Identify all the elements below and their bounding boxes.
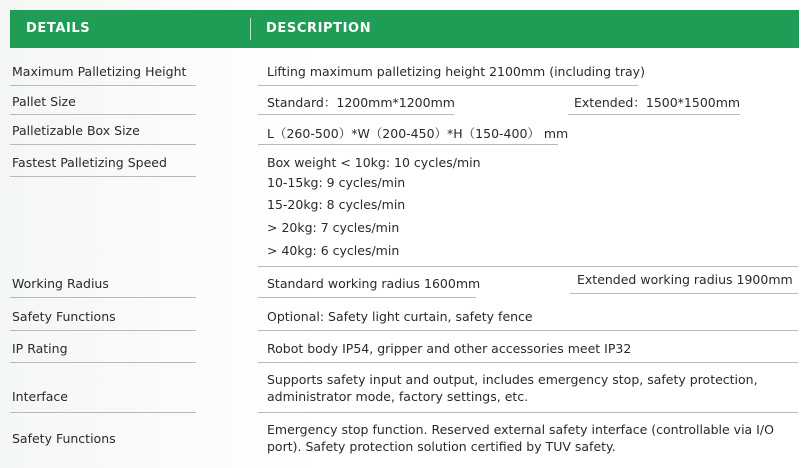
label-safety-functions: Safety Functions xyxy=(12,309,116,324)
label-working-radius: Working Radius xyxy=(12,276,109,291)
value-safety-functions-2: Emergency stop function. Reserved external safety interface (controllable via I/O port). Safety protection solution certified by TUV safety. xyxy=(267,422,774,454)
label-box-size: Palletizable Box Size xyxy=(12,123,140,138)
table-header xyxy=(10,10,799,48)
header-divider xyxy=(250,18,251,40)
label-ip-rating: IP Rating xyxy=(12,341,68,356)
divider xyxy=(10,412,196,413)
divider xyxy=(258,144,558,145)
divider xyxy=(10,297,196,298)
divider xyxy=(258,330,798,331)
value-ip-rating: Robot body IP54, gripper and other accessories meet IP32 xyxy=(267,341,632,356)
divider xyxy=(568,114,740,115)
label-interface: Interface xyxy=(12,389,68,404)
value-box-size: L（260-500）*W（200-450）*H（150-400） mm xyxy=(267,126,569,141)
description-column-header: DESCRIPTION xyxy=(266,21,372,36)
divider xyxy=(258,362,798,363)
value-speed-line: Box weight < 10kg: 10 cycles/min xyxy=(267,155,481,170)
divider xyxy=(570,293,798,294)
divider xyxy=(10,85,196,86)
divider xyxy=(10,144,196,145)
value-safety-functions: Optional: Safety light curtain, safety fence xyxy=(267,309,533,324)
divider xyxy=(10,114,196,115)
divider xyxy=(10,362,196,363)
label-max-height: Maximum Palletizing Height xyxy=(12,64,187,79)
value-radius-standard: Standard working radius 1600mm xyxy=(267,276,481,291)
value-speed-line: 10-15kg: 9 cycles/min xyxy=(267,175,406,190)
value-radius-extended: Extended working radius 1900mm xyxy=(577,272,793,287)
value-speed-line: > 20kg: 7 cycles/min xyxy=(267,220,400,235)
details-column-header: DETAILS xyxy=(26,21,91,36)
value-pallet-extended: Extended：1500*1500mm xyxy=(574,95,741,110)
value-speed-line: > 40kg: 6 cycles/min xyxy=(267,243,400,258)
divider xyxy=(10,176,196,177)
label-safety-functions-2: Safety Functions xyxy=(12,431,116,446)
divider xyxy=(258,85,638,86)
divider xyxy=(258,114,454,115)
divider xyxy=(258,412,798,413)
value-speed-line: 15-20kg: 8 cycles/min xyxy=(267,197,406,212)
divider xyxy=(258,266,798,267)
value-max-height: Lifting maximum palletizing height 2100mm (including tray) xyxy=(267,64,645,79)
value-interface: Supports safety input and output, includes emergency stop, safety protection, administrator mode, factory settings, etc. xyxy=(267,372,758,404)
value-pallet-standard: Standard：1200mm*1200mm xyxy=(267,95,455,110)
label-speed: Fastest Palletizing Speed xyxy=(12,155,167,170)
divider xyxy=(10,330,196,331)
label-pallet-size: Pallet Size xyxy=(12,94,76,109)
divider xyxy=(258,297,476,298)
